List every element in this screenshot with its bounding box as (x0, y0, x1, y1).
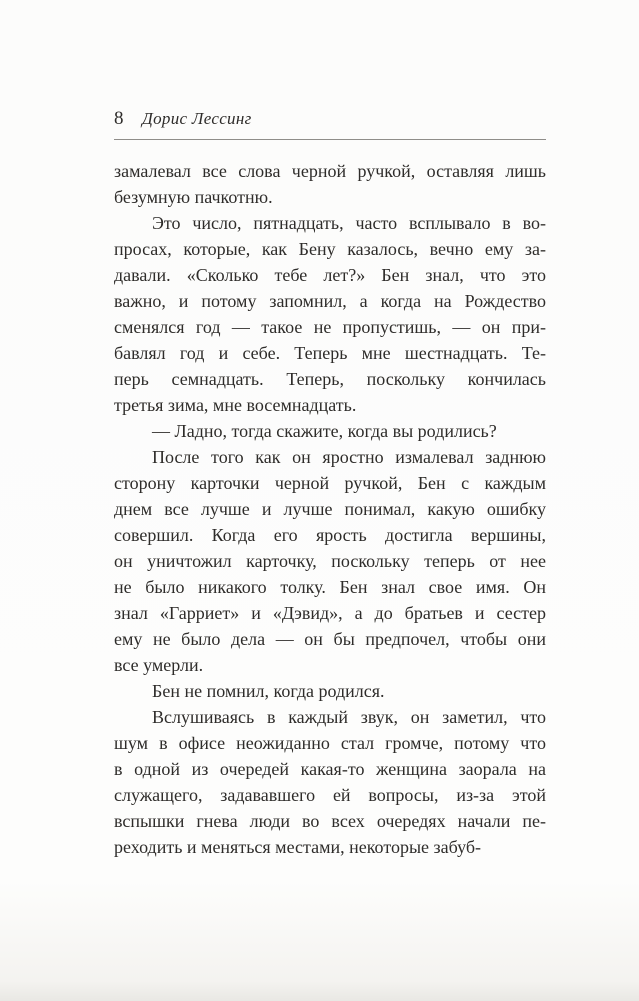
page-body (114, 158, 546, 860)
text-line: служащего, задававшего ей вопросы, из-за этой (114, 785, 546, 805)
text-line: ему не было дела — он бы предпочел, чтобы они (114, 629, 546, 649)
text-line: все умерли. (114, 655, 204, 675)
text-line: — Ладно, тогда скажите, когда вы родились? (152, 421, 497, 441)
running-head-author: Дорис Лессинг (142, 109, 252, 128)
text-line: После того как он яростно измалевал заднюю (152, 447, 546, 467)
text-line: знал «Гарриет» и «Дэвид», а до братьев и сестер (114, 603, 546, 623)
text-line: безумную пачкотню. (114, 187, 273, 207)
page-number: 8 (114, 108, 124, 129)
paragraph (114, 444, 546, 678)
text-line: давали. «Сколько тебе лет?» Бен знал, что это (114, 265, 546, 285)
text-line: вспышки гнева люди во всех очередях начали пе- (114, 811, 546, 831)
text-line: Вслушиваясь в каждый звук, он заметил, что (152, 707, 546, 727)
paragraph (114, 418, 546, 444)
text-line: перь семнадцать. Теперь, поскольку кончилась (114, 369, 546, 389)
text-line: сменялся год — такое не пропустишь, — он при- (114, 317, 546, 337)
text-line: замалевал все слова черной ручкой, оставляя лишь (114, 161, 546, 181)
paragraph (114, 210, 546, 418)
text-line: третья зима, мне восемнадцать. (114, 395, 357, 415)
text-line: просах, которые, как Бену казалось, вечно ему за- (114, 239, 546, 259)
page-header (114, 0, 546, 140)
text-line: важно, и потому запомнил, а когда на Рождество (114, 291, 546, 311)
text-line: в одной из очередей какая-то женщина заорала на (114, 759, 546, 779)
text-line: бавлял год и себе. Теперь мне шестнадцать. Те- (114, 343, 546, 363)
text-line: он уничтожил карточку, поскольку теперь от нее (114, 551, 546, 571)
text-line: совершил. Когда его ярость достигла вершины, (114, 525, 546, 545)
text-line: шум в офисе неожиданно стал громче, потому что (114, 733, 546, 753)
text-line: Это число, пятнадцать, часто всплывало в во- (152, 213, 546, 233)
text-line: реходить и меняться местами, некоторые забуб- (114, 837, 482, 857)
text-line: не было никакого толку. Бен знал свое имя. Он (114, 577, 546, 597)
paragraph (114, 704, 546, 860)
paragraph (114, 158, 546, 210)
text-line: сторону карточки черной ручкой, Бен с каждым (114, 473, 546, 493)
paragraph (114, 678, 546, 704)
text-line: Бен не помнил, когда родился. (152, 681, 385, 701)
text-line: днем все лучше и лучше понимал, какую ошибку (114, 499, 546, 519)
